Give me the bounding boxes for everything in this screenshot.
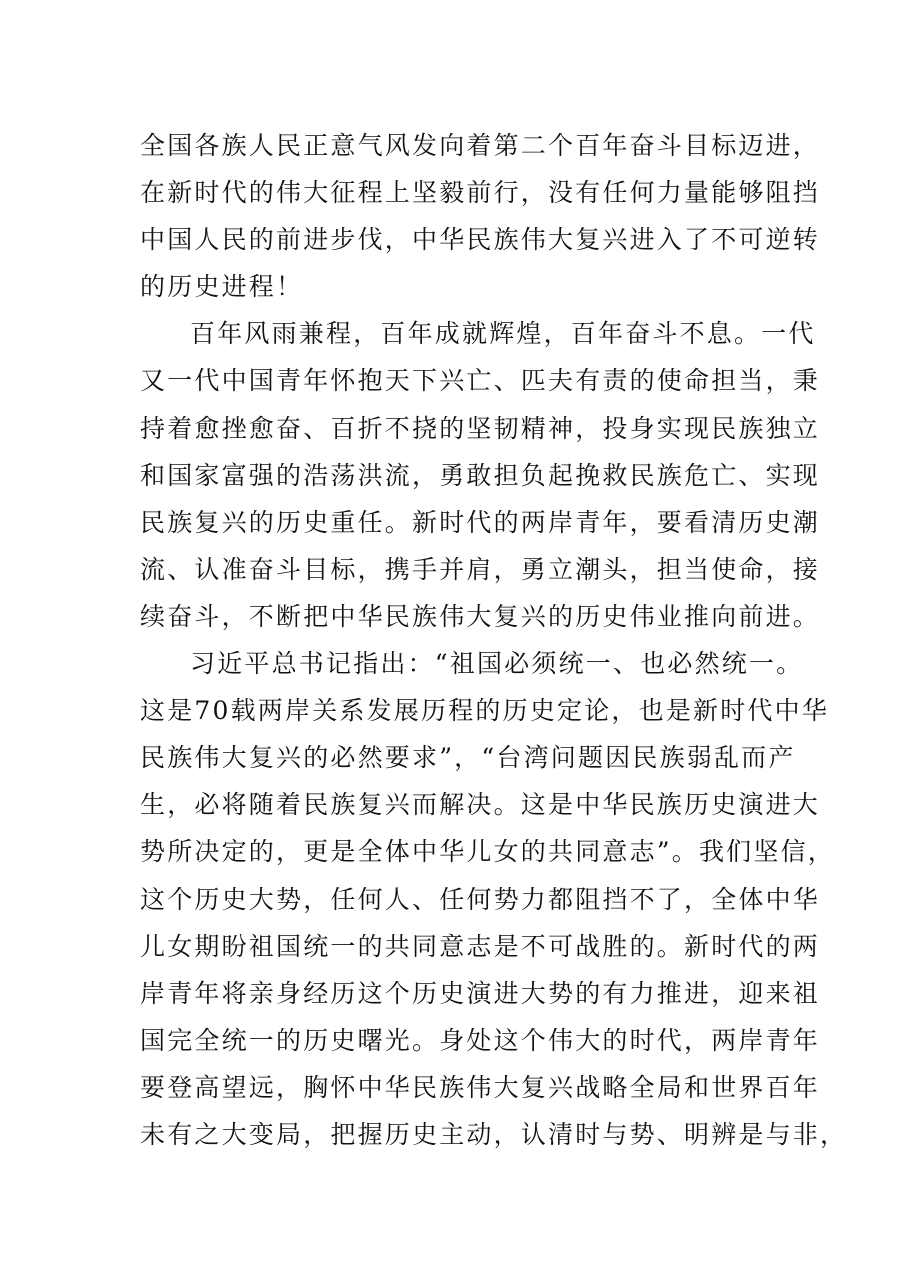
text-line: 续奋斗，不断把中华民族伟大复兴的历史伟业推向前进。	[140, 601, 821, 631]
text-line: 持着愈挫愈奋、百折不挠的坚韧精神，投身实现民族独立	[140, 413, 821, 443]
text-line: 这个历史大势，任何人、任何势力都阻挡不了，全体中华	[140, 884, 821, 914]
text-line: 儿女期盼祖国统一的共同意志是不可战胜的。新时代的两	[140, 931, 821, 961]
text-line: 和国家富强的浩荡洪流，勇敢担负起挽救民族危亡、实现	[140, 460, 821, 490]
text-line: 生，必将随着民族复兴而解决。这是中华民族历史演进大	[140, 790, 821, 820]
text-line: 这是70载两岸关系发展历程的历史定论，也是新时代中华	[140, 696, 830, 726]
text-line: 岸青年将亲身经历这个历史演进大势的有力推进，迎来祖	[140, 978, 821, 1008]
text-line: 民族复兴的历史重任。新时代的两岸青年，要看清历史潮	[140, 507, 821, 537]
text-line: 势所决定的，更是全体中华儿女的共同意志”。我们坚信，	[140, 837, 835, 867]
text-line: 未有之大变局，把握历史主动，认清时与势、明辨是与非，	[140, 1119, 848, 1149]
text-line: 国完全统一的历史曙光。身处这个伟大的时代，两岸青年	[140, 1025, 821, 1055]
text-line: 全国各族人民正意气风发向着第二个百年奋斗目标迈进，	[140, 131, 821, 160]
text-line: 又一代中国青年怀抱天下兴亡、匹夫有责的使命担当，秉	[140, 366, 821, 396]
text-line: 在新时代的伟大征程上坚毅前行，没有任何力量能够阻挡	[140, 178, 821, 208]
text-line: 要登高望远，胸怀中华民族伟大复兴战略全局和世界百年	[140, 1072, 821, 1102]
text-line: 流、认准奋斗目标，携手并肩，勇立潮头，担当使命，接	[140, 554, 821, 584]
text-line: 中国人民的前进步伐，中华民族伟大复兴进入了不可逆转	[140, 225, 821, 255]
paragraph-start-line: 百年风雨兼程，百年成就辉煌，百年奋斗不息。一代	[190, 319, 816, 349]
body-text	[140, 122, 848, 1158]
text-line: 民族伟大复兴的必然要求”，“台湾问题因民族弱乱而产	[140, 743, 796, 773]
paragraph-start-line: 习近平总书记指出：“祖国必须统一、也必然统一。	[190, 649, 804, 679]
text-line: 的历史进程！	[140, 272, 304, 302]
